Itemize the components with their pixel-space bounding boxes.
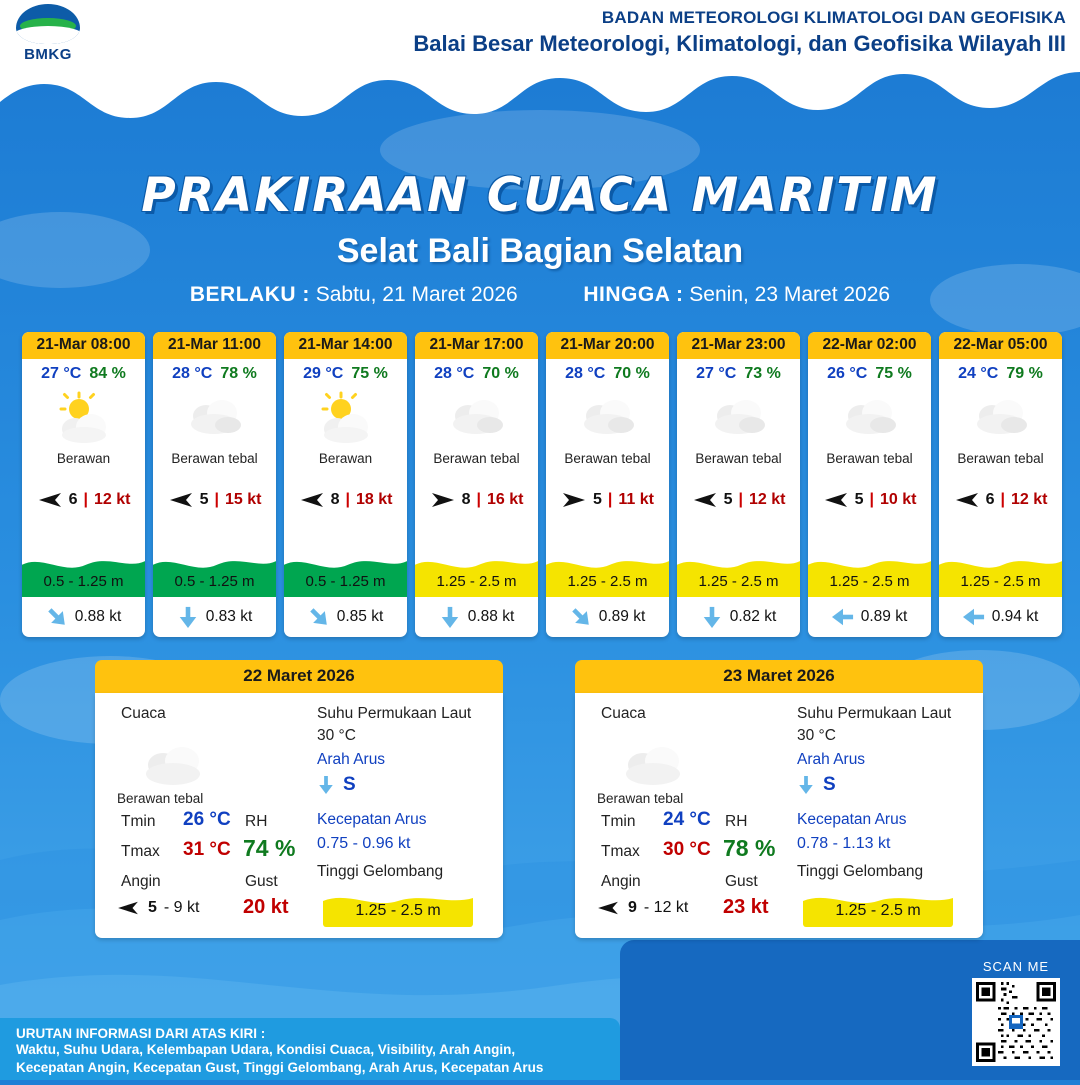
current-speed-value: 0.89 kt — [598, 608, 646, 625]
card-time: 22-Mar 05:00 — [939, 332, 1062, 359]
card-time: 22-Mar 02:00 — [808, 332, 931, 359]
current-row — [808, 597, 931, 637]
current-row — [546, 597, 669, 637]
wind-row — [939, 487, 1062, 513]
wave-height-value: 0.5 - 1.25 m — [43, 573, 124, 590]
temperature-value: 28 °C — [172, 365, 213, 382]
wind-barb-icon — [37, 490, 63, 510]
daily-date: 23 Maret 2026 — [575, 660, 983, 693]
angin-label: Angin — [121, 873, 161, 890]
valid-to-label: HINGGA : — [583, 283, 684, 306]
hourly-forecast-card — [677, 332, 800, 637]
card-temperature — [677, 359, 800, 383]
card-temperature — [153, 359, 276, 383]
wind-separator: | — [607, 491, 613, 508]
card-temperature — [546, 359, 669, 383]
valid-to-value: Senin, 23 Maret 2026 — [689, 283, 891, 306]
wind-row — [546, 487, 669, 513]
daily-wave-chip — [323, 889, 473, 927]
card-temperature — [22, 359, 145, 383]
humidity-value: 73 % — [744, 365, 781, 382]
wave-height-value: 1.25 - 2.5 m — [567, 573, 648, 590]
weather-condition: Berawan — [56, 451, 111, 466]
weather-condition: Berawan tebal — [171, 451, 258, 466]
daily-condition: Berawan tebal — [597, 791, 684, 806]
daily-wind-row — [115, 899, 199, 917]
tmin-value: 24 °C — [663, 809, 711, 830]
temperature-value: 29 °C — [303, 365, 344, 382]
current-direction-icon — [570, 604, 592, 630]
temperature-value: 24 °C — [958, 365, 999, 382]
weather-icon — [153, 387, 276, 449]
current-direction-icon — [832, 604, 854, 630]
hourly-forecast-card — [546, 332, 669, 637]
wind-direction-value: 6 — [985, 491, 995, 508]
daily-current-dir: S — [343, 774, 356, 795]
current-direction-icon — [308, 604, 330, 630]
current-row — [415, 597, 538, 637]
current-speed-value: 0.88 kt — [467, 608, 515, 625]
wind-barb-icon — [692, 490, 718, 510]
cuaca-label: Cuaca — [121, 705, 166, 722]
wind-direction-value: 5 — [854, 491, 864, 508]
card-time: 21-Mar 08:00 — [22, 332, 145, 359]
card-temperature — [808, 359, 931, 383]
tmax-value: 30 °C — [663, 839, 711, 860]
daily-wind-speed: - 12 kt — [643, 899, 689, 916]
wind-barb-icon — [168, 490, 194, 510]
gust-value: 23 kt — [723, 896, 769, 918]
agency-name: BADAN METEOROLOGI KLIMATOLOGI DAN GEOFISIKA — [601, 8, 1066, 27]
arah-arus-label: Arah Arus — [797, 751, 866, 768]
legend-note — [0, 1018, 620, 1080]
current-row — [22, 597, 145, 637]
cloudy-icon — [708, 391, 770, 445]
card-temperature — [939, 359, 1062, 383]
daily-current-dir: S — [823, 774, 836, 795]
weather-icon — [22, 387, 145, 449]
header-wave-divider — [0, 62, 1080, 132]
valid-from-label: BERLAKU : — [189, 283, 310, 306]
daily-current-dir-row — [317, 773, 356, 797]
daily-wind-speed: - 9 kt — [163, 899, 200, 916]
hourly-forecast-card — [22, 332, 145, 637]
wind-speed-value: 10 kt — [879, 491, 917, 508]
humidity-value: 75 % — [351, 365, 388, 382]
tmax-value: 31 °C — [183, 839, 231, 860]
current-speed-value: 0.94 kt — [991, 608, 1039, 625]
wind-barb-icon — [430, 490, 456, 510]
card-time: 21-Mar 20:00 — [546, 332, 669, 359]
humidity-value: 78 % — [220, 365, 257, 382]
temperature-value: 27 °C — [696, 365, 737, 382]
card-temperature — [415, 359, 538, 383]
weather-icon — [677, 387, 800, 449]
temperature-value: 27 °C — [41, 365, 82, 382]
wind-barb-icon — [954, 490, 980, 510]
wind-barb-icon — [299, 490, 325, 510]
current-row — [939, 597, 1062, 637]
daily-wind-row — [595, 899, 688, 917]
tinggi-gelombang-label: Tinggi Gelombang — [797, 863, 924, 880]
wind-row — [808, 487, 931, 513]
current-direction-icon — [177, 604, 199, 630]
qr-block — [972, 959, 1060, 1066]
gust-label: Gust — [245, 873, 278, 890]
wave-height-value: 1.25 - 2.5 m — [829, 573, 910, 590]
current-direction-icon — [317, 773, 335, 797]
wind-speed-value: 11 kt — [618, 491, 654, 508]
weather-condition: Berawan tebal — [695, 451, 782, 466]
humidity-value: 70 % — [613, 365, 650, 382]
wind-separator: | — [214, 491, 219, 508]
wave-box — [22, 551, 145, 597]
card-temperature — [284, 359, 407, 383]
current-row — [284, 597, 407, 637]
page-subtitle: Selat Bali Bagian Selatan — [336, 232, 744, 270]
hourly-forecast-card — [415, 332, 538, 637]
wave-box — [153, 551, 276, 597]
weather-condition: Berawan tebal — [564, 451, 651, 466]
partly-cloudy-icon — [315, 391, 377, 445]
legend-line1: Waktu, Suhu Udara, Kelembapan Udara, Kondisi Cuaca, Visibility, Arah Angin, — [16, 1042, 516, 1057]
wind-row — [22, 487, 145, 513]
wave-box — [939, 551, 1062, 597]
current-speed-value: 0.88 kt — [74, 608, 122, 625]
partly-cloudy-icon — [53, 391, 115, 445]
cloudy-icon — [184, 391, 246, 445]
humidity-value: 84 % — [89, 365, 126, 382]
office-name: Balai Besar Meteorologi, Klimatologi, dan Geofisika Wilayah III — [413, 31, 1066, 56]
daily-current-dir-row — [797, 773, 836, 797]
hourly-forecast-card — [808, 332, 931, 637]
current-direction-icon — [46, 604, 68, 630]
daily-wind-dir: 9 — [628, 899, 637, 916]
tmax-label: Tmax — [601, 843, 640, 860]
wind-speed-value: 12 kt — [93, 491, 131, 508]
current-speed-value: 0.89 kt — [860, 608, 908, 625]
current-direction-icon — [439, 604, 461, 630]
wind-separator: | — [476, 491, 481, 508]
weather-condition: Berawan tebal — [433, 451, 520, 466]
cloudy-icon — [839, 391, 901, 445]
wave-height-value: 1.25 - 2.5 m — [698, 573, 779, 590]
current-direction-icon — [963, 604, 985, 630]
wind-speed-value: 18 kt — [355, 491, 393, 508]
rh-value: 78 % — [723, 835, 776, 861]
daily-date: 22 Maret 2026 — [95, 660, 503, 693]
daily-current-speed: 0.75 - 0.96 kt — [317, 835, 411, 852]
wind-separator: | — [738, 491, 743, 508]
daily-forecast-panel — [575, 660, 983, 938]
legend-title: URUTAN INFORMASI DARI ATAS KIRI : — [16, 1026, 266, 1041]
wave-box — [677, 551, 800, 597]
sst-label: Suhu Permukaan Laut — [797, 705, 952, 722]
sst-value: 30 °C — [317, 727, 356, 744]
card-time: 21-Mar 23:00 — [677, 332, 800, 359]
hourly-forecast-row — [22, 332, 1062, 637]
rh-label: RH — [245, 813, 268, 830]
wind-direction-value: 5 — [199, 491, 209, 508]
wind-direction-value: 5 — [723, 491, 733, 508]
wind-separator: | — [83, 491, 88, 508]
current-row — [153, 597, 276, 637]
current-direction-icon — [797, 773, 815, 797]
wind-separator: | — [1000, 491, 1005, 508]
weather-condition: Berawan — [318, 451, 373, 466]
weather-icon — [546, 387, 669, 449]
weather-icon — [415, 387, 538, 449]
daily-current-speed: 0.78 - 1.13 kt — [797, 835, 891, 852]
wind-speed-value: 15 kt — [224, 491, 262, 508]
daily-condition: Berawan tebal — [117, 791, 204, 806]
page-header — [0, 0, 1080, 66]
legend-line2: Kecepatan Angin, Kecepatan Gust, Tinggi Gelombang, Arah Arus, Kecepatan Arus — [16, 1060, 544, 1076]
wind-barb-icon — [823, 490, 849, 510]
gust-label: Gust — [725, 873, 758, 890]
wave-height-value: 0.5 - 1.25 m — [305, 573, 386, 590]
wind-row — [153, 487, 276, 513]
temperature-value: 28 °C — [434, 365, 475, 382]
current-row — [677, 597, 800, 637]
temperature-value: 28 °C — [565, 365, 606, 382]
current-direction-icon — [701, 604, 723, 630]
current-speed-value: 0.85 kt — [336, 608, 384, 625]
card-time: 21-Mar 14:00 — [284, 332, 407, 359]
hourly-forecast-card — [153, 332, 276, 637]
hourly-forecast-card — [284, 332, 407, 637]
page-title: PRAKIRAAN CUACA MARITIM — [141, 168, 939, 223]
card-time: 21-Mar 17:00 — [415, 332, 538, 359]
wave-height-value: 1.25 - 2.5 m — [436, 573, 517, 590]
weather-icon — [808, 387, 931, 449]
daily-forecast-panel — [95, 660, 503, 938]
wind-direction-value: 8 — [330, 491, 340, 508]
valid-from-value: Sabtu, 21 Maret 2026 — [315, 283, 518, 306]
weather-condition: Berawan tebal — [826, 451, 913, 466]
cloudy-icon — [577, 391, 639, 445]
daily-wind-dir: 5 — [148, 899, 157, 916]
wind-barb-icon — [115, 899, 141, 917]
weather-icon — [284, 387, 407, 449]
sst-label: Suhu Permukaan Laut — [317, 705, 472, 722]
wind-separator: | — [869, 491, 874, 508]
kecepatan-arus-label: Kecepatan Arus — [797, 811, 907, 828]
rh-value: 74 % — [243, 835, 296, 861]
card-time: 21-Mar 11:00 — [153, 332, 276, 359]
tinggi-gelombang-label: Tinggi Gelombang — [317, 863, 444, 880]
tmin-value: 26 °C — [183, 809, 231, 830]
wave-height-value: 1.25 - 2.5 m — [960, 573, 1041, 590]
daily-wave-chip — [803, 889, 953, 927]
validity-row — [0, 283, 1080, 307]
cloudy-icon — [970, 391, 1032, 445]
scan-me-label: SCAN ME — [982, 959, 1050, 974]
wind-direction-value: 5 — [593, 491, 602, 508]
weather-condition: Berawan tebal — [957, 451, 1044, 466]
kecepatan-arus-label: Kecepatan Arus — [317, 811, 427, 828]
bmkg-logo — [10, 4, 86, 66]
logo-text: BMKG — [24, 46, 72, 63]
wind-speed-value: 16 kt — [486, 491, 524, 508]
cuaca-label: Cuaca — [601, 705, 646, 722]
wave-box — [808, 551, 931, 597]
current-speed-value: 0.82 kt — [729, 608, 777, 625]
gust-value: 20 kt — [243, 896, 289, 918]
sst-value: 30 °C — [797, 727, 836, 744]
rh-label: RH — [725, 813, 748, 830]
wave-box — [284, 551, 407, 597]
tmax-label: Tmax — [121, 843, 160, 860]
wind-row — [415, 487, 538, 513]
wind-speed-value: 12 kt — [1010, 491, 1048, 508]
weather-icon — [939, 387, 1062, 449]
wave-box — [546, 551, 669, 597]
wind-direction-value: 8 — [461, 491, 471, 508]
wind-separator: | — [345, 491, 350, 508]
daily-wave-value: 1.25 - 2.5 m — [355, 902, 441, 919]
tmin-label: Tmin — [121, 813, 156, 830]
temperature-value: 26 °C — [827, 365, 868, 382]
wind-barb-icon — [561, 490, 587, 510]
humidity-value: 70 % — [482, 365, 519, 382]
wind-row — [677, 487, 800, 513]
wave-height-value: 0.5 - 1.25 m — [174, 573, 255, 590]
humidity-value: 79 % — [1006, 365, 1043, 382]
tmin-label: Tmin — [601, 813, 636, 830]
wind-speed-value: 12 kt — [748, 491, 786, 508]
wind-row — [284, 487, 407, 513]
wind-barb-icon — [595, 899, 621, 917]
angin-label: Angin — [601, 873, 641, 890]
arah-arus-label: Arah Arus — [317, 751, 386, 768]
humidity-value: 75 % — [875, 365, 912, 382]
daily-wave-value: 1.25 - 2.5 m — [835, 902, 921, 919]
qr-code[interactable] — [972, 978, 1060, 1066]
wave-box — [415, 551, 538, 597]
hourly-forecast-card — [939, 332, 1062, 637]
current-speed-value: 0.83 kt — [205, 608, 253, 625]
cloudy-icon — [446, 391, 508, 445]
wind-direction-value: 6 — [68, 491, 78, 508]
